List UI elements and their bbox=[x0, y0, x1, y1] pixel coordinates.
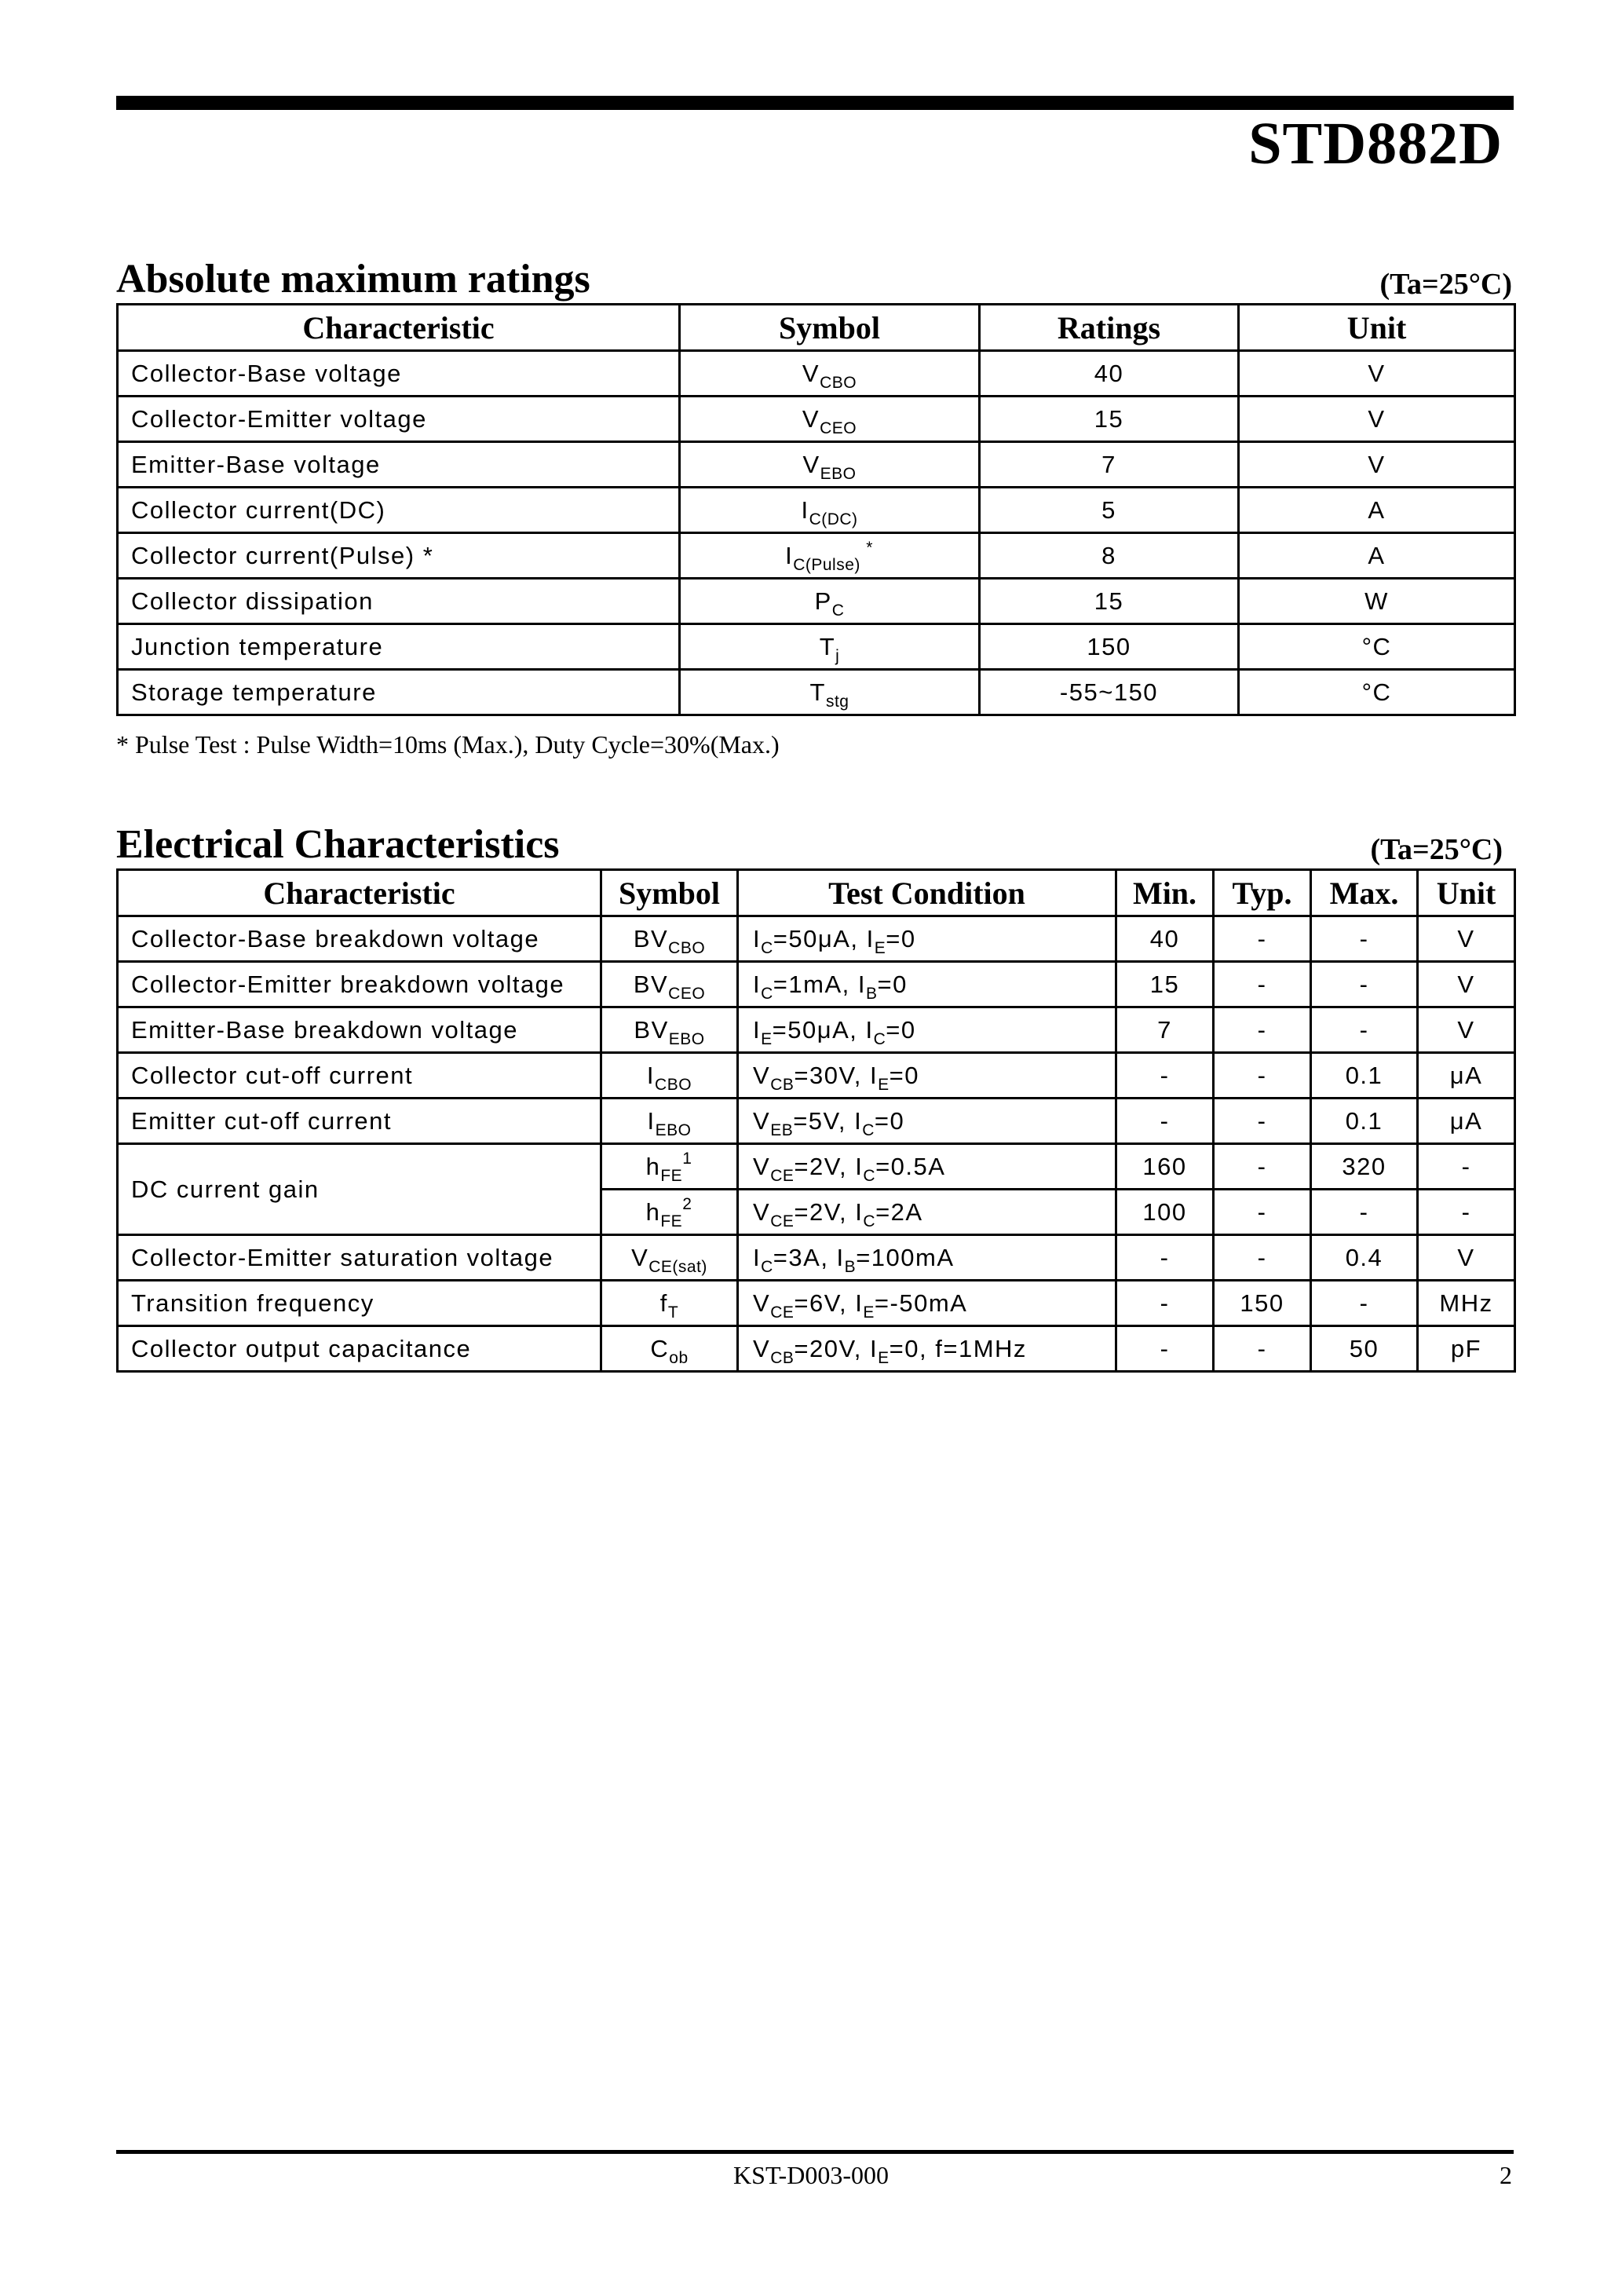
test-condition-cell: $V_{CE}=2V$, $I_C=2A$ bbox=[738, 1190, 1116, 1235]
electrical-table bbox=[116, 868, 1516, 1373]
characteristic-cell: Collector-Emitter voltage bbox=[118, 397, 680, 442]
max-cell: - bbox=[1311, 1190, 1418, 1235]
symbol-cell: $I_{C(Pulse)}$ * bbox=[680, 533, 980, 579]
symbol-cell: $h_{FE}^2$ bbox=[601, 1190, 738, 1235]
table-row bbox=[118, 351, 1515, 397]
table-row bbox=[118, 397, 1515, 442]
header-characteristic: Characteristic bbox=[118, 305, 680, 351]
characteristic-cell: Collector output capacitance bbox=[118, 1326, 601, 1372]
symbol-cell: $V_{CBO}$ bbox=[680, 351, 980, 397]
unit-cell: V bbox=[1239, 351, 1515, 397]
typ-cell: - bbox=[1214, 916, 1311, 962]
symbol-cell: $C_{ob}$ bbox=[601, 1326, 738, 1372]
symbol-cell: $BV_{EBO}$ bbox=[601, 1007, 738, 1053]
electrical-title: Electrical Characteristics bbox=[116, 822, 560, 867]
table-row bbox=[118, 533, 1515, 579]
symbol-cell: $P_C$ bbox=[680, 579, 980, 624]
page-number: 2 bbox=[1500, 2161, 1512, 2189]
max-cell: - bbox=[1311, 1281, 1418, 1326]
typ-cell: - bbox=[1214, 1235, 1311, 1281]
header-characteristic: Characteristic bbox=[118, 870, 601, 916]
table-row bbox=[118, 916, 1515, 962]
unit-cell: A bbox=[1239, 488, 1515, 533]
table-row bbox=[118, 1144, 1515, 1190]
unit-cell: V bbox=[1418, 962, 1515, 1007]
characteristic-cell: Collector-Base voltage bbox=[118, 351, 680, 397]
characteristic-cell: Storage temperature bbox=[118, 670, 680, 715]
characteristic-cell: Collector current(DC) bbox=[118, 488, 680, 533]
typ-cell: - bbox=[1214, 962, 1311, 1007]
min-cell: 100 bbox=[1116, 1190, 1214, 1235]
typ-cell: - bbox=[1214, 1144, 1311, 1190]
test-condition-cell: $V_{EB}=5V$, $I_C=0$ bbox=[738, 1099, 1116, 1144]
test-condition-cell: $V_{CB}=30V$, $I_E=0$ bbox=[738, 1053, 1116, 1099]
rating-cell: 15 bbox=[980, 397, 1239, 442]
min-cell: - bbox=[1116, 1053, 1214, 1099]
rating-cell: 150 bbox=[980, 624, 1239, 670]
max-cell: 0.1 bbox=[1311, 1053, 1418, 1099]
max-cell: - bbox=[1311, 916, 1418, 962]
max-cell: 50 bbox=[1311, 1326, 1418, 1372]
header-max: Max. bbox=[1311, 870, 1418, 916]
header-unit: Unit bbox=[1239, 305, 1515, 351]
min-cell: 15 bbox=[1116, 962, 1214, 1007]
electrical-header-row bbox=[118, 870, 1515, 916]
characteristic-cell: Collector dissipation bbox=[118, 579, 680, 624]
bottom-rule bbox=[116, 2150, 1514, 2154]
test-condition-cell: $I_C=3A$, $I_B=100mA$ bbox=[738, 1235, 1116, 1281]
min-cell: 40 bbox=[1116, 916, 1214, 962]
symbol-cell: $f_T$ bbox=[601, 1281, 738, 1326]
characteristic-cell: Collector-Base breakdown voltage bbox=[118, 916, 601, 962]
unit-cell: - bbox=[1418, 1190, 1515, 1235]
test-condition-cell: $V_{CE}=6V$, $I_E=-50mA$ bbox=[738, 1281, 1116, 1326]
rating-cell: -55~150 bbox=[980, 670, 1239, 715]
characteristic-cell: Collector-Emitter breakdown voltage bbox=[118, 962, 601, 1007]
symbol-cell: $I_{EBO}$ bbox=[601, 1099, 738, 1144]
min-cell: - bbox=[1116, 1326, 1214, 1372]
header-symbol: Symbol bbox=[680, 305, 980, 351]
document-code: KST-D003-000 bbox=[733, 2161, 889, 2189]
part-number: STD882D bbox=[1248, 111, 1503, 177]
abs-max-condition: (Ta=25°C) bbox=[1379, 268, 1512, 301]
symbol-cell: $I_{C(DC)}$ bbox=[680, 488, 980, 533]
header-min: Min. bbox=[1116, 870, 1214, 916]
symbol-cell: $T_{stg}$ bbox=[680, 670, 980, 715]
min-cell: 160 bbox=[1116, 1144, 1214, 1190]
electrical-condition: (Ta=25°C) bbox=[1370, 833, 1503, 866]
rating-cell: 8 bbox=[980, 533, 1239, 579]
symbol-cell: $I_{CBO}$ bbox=[601, 1053, 738, 1099]
unit-cell: V bbox=[1239, 397, 1515, 442]
max-cell: 0.1 bbox=[1311, 1099, 1418, 1144]
table-row bbox=[118, 1235, 1515, 1281]
typ-cell: - bbox=[1214, 1099, 1311, 1144]
header-symbol: Symbol bbox=[601, 870, 738, 916]
table-row bbox=[118, 488, 1515, 533]
unit-cell: A bbox=[1239, 533, 1515, 579]
unit-cell: μA bbox=[1418, 1053, 1515, 1099]
symbol-cell: $V_{EBO}$ bbox=[680, 442, 980, 488]
table-row bbox=[118, 1053, 1515, 1099]
characteristic-cell: Transition frequency bbox=[118, 1281, 601, 1326]
unit-cell: °C bbox=[1239, 624, 1515, 670]
typ-cell: - bbox=[1214, 1007, 1311, 1053]
typ-cell: - bbox=[1214, 1326, 1311, 1372]
test-condition-cell: $I_E=50\mu A$, $I_C=0$ bbox=[738, 1007, 1116, 1053]
header-test-condition: Test Condition bbox=[738, 870, 1116, 916]
top-rule bbox=[116, 96, 1514, 110]
unit-cell: V bbox=[1418, 916, 1515, 962]
max-cell: - bbox=[1311, 962, 1418, 1007]
unit-cell: V bbox=[1418, 1235, 1515, 1281]
header-typ: Typ. bbox=[1214, 870, 1311, 916]
characteristic-cell: DC current gain bbox=[118, 1144, 601, 1235]
test-condition-cell: $I_C=50\mu A$, $I_E=0$ bbox=[738, 916, 1116, 962]
min-cell: - bbox=[1116, 1281, 1214, 1326]
pulse-test-footnote: * Pulse Test : Pulse Width=10ms (Max.), Duty Cycle=30%(Max.) bbox=[116, 730, 780, 759]
characteristic-cell: Emitter-Base breakdown voltage bbox=[118, 1007, 601, 1053]
abs-max-table bbox=[116, 303, 1516, 716]
abs-max-header-row bbox=[118, 305, 1515, 351]
rating-cell: 5 bbox=[980, 488, 1239, 533]
table-row bbox=[118, 442, 1515, 488]
unit-cell: °C bbox=[1239, 670, 1515, 715]
characteristic-cell: Emitter cut-off current bbox=[118, 1099, 601, 1144]
test-condition-cell: $V_{CE}=2V$, $I_C=0.5A$ bbox=[738, 1144, 1116, 1190]
unit-cell: V bbox=[1239, 442, 1515, 488]
typ-cell: - bbox=[1214, 1190, 1311, 1235]
unit-cell: V bbox=[1418, 1007, 1515, 1053]
min-cell: - bbox=[1116, 1099, 1214, 1144]
table-row bbox=[118, 579, 1515, 624]
characteristic-cell: Emitter-Base voltage bbox=[118, 442, 680, 488]
header-ratings: Ratings bbox=[980, 305, 1239, 351]
table-row bbox=[118, 670, 1515, 715]
unit-cell: MHz bbox=[1418, 1281, 1515, 1326]
header-unit: Unit bbox=[1418, 870, 1515, 916]
table-row bbox=[118, 1326, 1515, 1372]
table-row bbox=[118, 1007, 1515, 1053]
symbol-cell: $BV_{CBO}$ bbox=[601, 916, 738, 962]
max-cell: 0.4 bbox=[1311, 1235, 1418, 1281]
symbol-cell: $BV_{CEO}$ bbox=[601, 962, 738, 1007]
symbol-cell: $V_{CEO}$ bbox=[680, 397, 980, 442]
unit-cell: W bbox=[1239, 579, 1515, 624]
min-cell: - bbox=[1116, 1235, 1214, 1281]
min-cell: 7 bbox=[1116, 1007, 1214, 1053]
characteristic-cell: Collector current(Pulse) * bbox=[118, 533, 680, 579]
max-cell: 320 bbox=[1311, 1144, 1418, 1190]
typ-cell: 150 bbox=[1214, 1281, 1311, 1326]
typ-cell: - bbox=[1214, 1053, 1311, 1099]
table-row bbox=[118, 1099, 1515, 1144]
max-cell: - bbox=[1311, 1007, 1418, 1053]
unit-cell: - bbox=[1418, 1144, 1515, 1190]
symbol-cell: $h_{FE}^1$ bbox=[601, 1144, 738, 1190]
symbol-cell: $V_{CE(sat)}$ bbox=[601, 1235, 738, 1281]
characteristic-cell: Collector-Emitter saturation voltage bbox=[118, 1235, 601, 1281]
table-row bbox=[118, 962, 1515, 1007]
test-condition-cell: $V_{CB}=20V$, $I_E=0$, f=1MHz bbox=[738, 1326, 1116, 1372]
rating-cell: 15 bbox=[980, 579, 1239, 624]
rating-cell: 7 bbox=[980, 442, 1239, 488]
symbol-cell: $T_j$ bbox=[680, 624, 980, 670]
rating-cell: 40 bbox=[980, 351, 1239, 397]
table-row bbox=[118, 624, 1515, 670]
table-row bbox=[118, 1281, 1515, 1326]
test-condition-cell: $I_C=1mA$, $I_B=0$ bbox=[738, 962, 1116, 1007]
unit-cell: μA bbox=[1418, 1099, 1515, 1144]
unit-cell: pF bbox=[1418, 1326, 1515, 1372]
abs-max-title: Absolute maximum ratings bbox=[116, 257, 590, 302]
characteristic-cell: Junction temperature bbox=[118, 624, 680, 670]
characteristic-cell: Collector cut-off current bbox=[118, 1053, 601, 1099]
